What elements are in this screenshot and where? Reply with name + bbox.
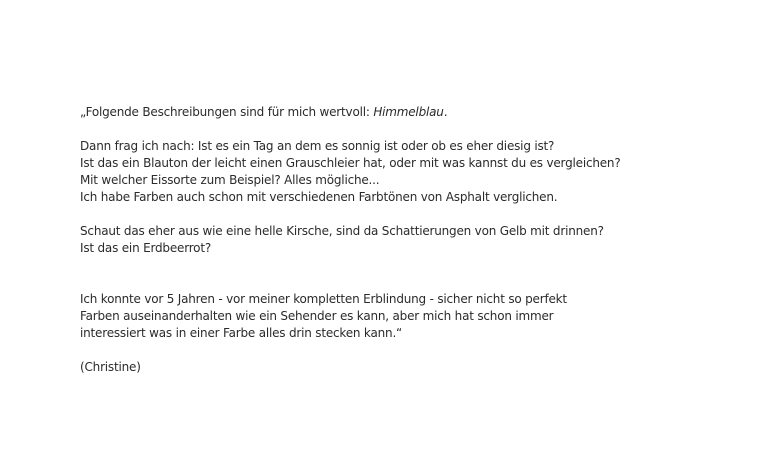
quote-line: Ich konnte vor 5 Jahren - vor meiner kompletten Erblindung - sicher nicht so perfekt: [80, 292, 567, 306]
quote-attribution: (Christine): [80, 360, 141, 374]
quote-line: interessiert was in einer Farbe alles drin stecken kann.“: [80, 326, 403, 340]
testimonial-quote: [80, 104, 760, 376]
quote-line: Mit welcher Eissorte zum Beispiel? Alles mögliche...: [80, 173, 380, 187]
quote-line: Schaut das eher aus wie eine helle Kirsche, sind da Schattierungen von Gelb mit drinnen?: [80, 224, 604, 238]
quote-intro: „Folgende Beschreibungen sind für mich wertvoll: Himmelblau.: [80, 105, 448, 119]
quote-line: Ist das ein Erdbeerrot?: [80, 241, 211, 255]
quote-line: Farben auseinanderhalten wie ein Sehender es kann, aber mich hat schon immer: [80, 309, 554, 323]
quote-line: Dann frag ich nach: Ist es ein Tag an dem es sonnig ist oder ob es eher diesig ist?: [80, 139, 555, 153]
quote-line: Ich habe Farben auch schon mit verschiedenen Farbtönen von Asphalt verglichen.: [80, 190, 558, 204]
quote-line: Ist das ein Blauton der leicht einen Grauschleier hat, oder mit was kannst du es vergleichen?: [80, 156, 621, 170]
quote-emphasis: Himmelblau: [373, 105, 444, 119]
